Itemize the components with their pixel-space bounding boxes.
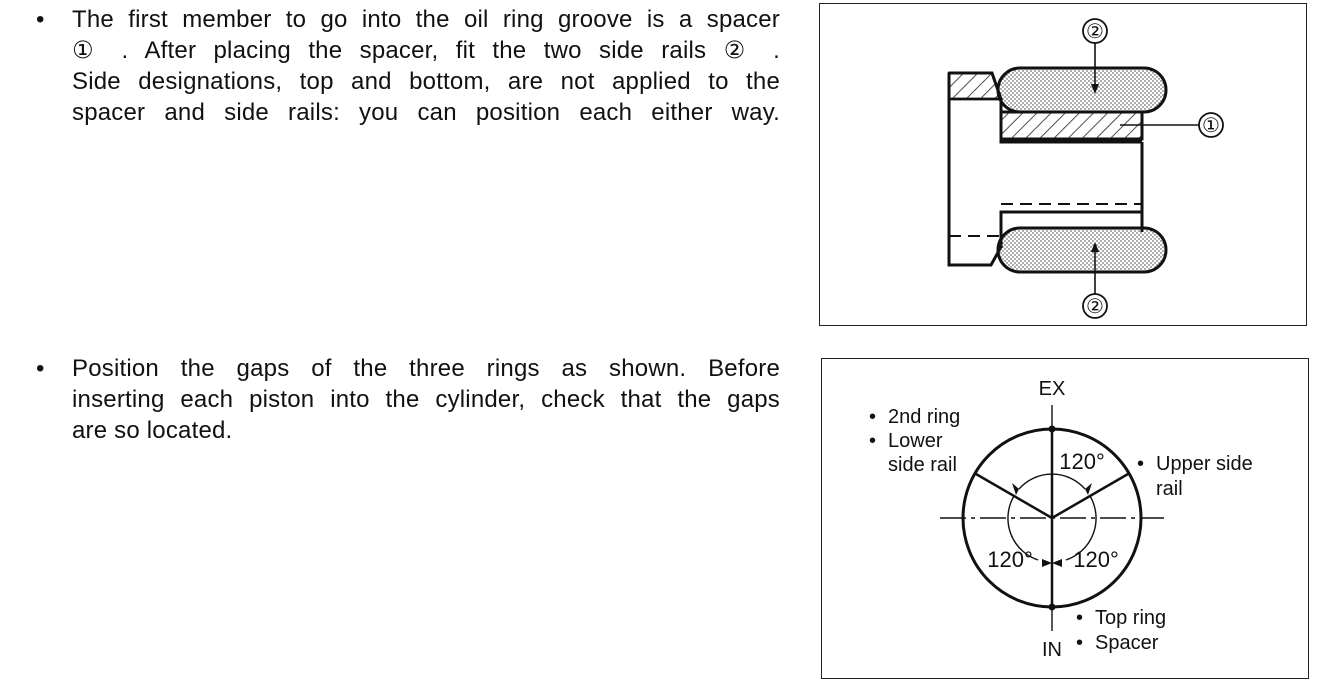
bullet: •: [869, 406, 877, 428]
ring-gap-diagram: [822, 359, 1307, 677]
instruction-paragraph-2: [36, 353, 780, 446]
callout-number: ②: [1086, 21, 1104, 43]
paragraph-line: spacer and side rails: you can position each either way.: [72, 99, 780, 126]
label-upper-side: Upper side: [1156, 453, 1253, 475]
ring-groove-diagram: [820, 4, 1305, 324]
bullet: •: [36, 355, 45, 382]
bullet: •: [1137, 453, 1145, 475]
ex-label: EX: [1038, 378, 1066, 400]
label-side-rail: side rail: [888, 454, 957, 476]
label-spacer: Spacer: [1095, 632, 1159, 654]
bullet: •: [1076, 632, 1084, 654]
angle-top: 120°: [1059, 449, 1105, 474]
ring-gap-figure: [821, 358, 1309, 679]
angle-left: 120°: [987, 547, 1033, 572]
label-top-ring: Top ring: [1095, 607, 1167, 629]
paragraph-line: inserting each piston into the cylinder, check that the gaps: [72, 386, 780, 413]
label-rail: rail: [1156, 478, 1183, 500]
angle-right: 120°: [1073, 547, 1119, 572]
instruction-paragraph-1: [36, 4, 780, 128]
paragraph-line: The first member to go into the oil ring groove is a spacer: [72, 6, 780, 33]
side-rail-top: [998, 68, 1166, 112]
paragraph-line: Side designations, top and bottom, are not applied to the: [72, 68, 780, 95]
callout-number: ①: [1202, 115, 1220, 137]
ring-groove-figure: [819, 3, 1307, 326]
in-label: IN: [1042, 639, 1062, 661]
side-rail-bottom: [998, 228, 1166, 272]
bullet: •: [1076, 607, 1084, 629]
paragraph-line: Position the gaps of the three rings as shown. Before: [72, 355, 780, 382]
bullet: •: [36, 6, 45, 33]
bullet: •: [869, 430, 877, 452]
label-2nd-ring: 2nd ring: [888, 406, 961, 428]
paragraph-line: are so located.: [72, 417, 233, 444]
callout-number: ②: [1086, 296, 1104, 318]
label-lower: Lower: [888, 430, 943, 452]
paragraph-line: ① . After placing the spacer, fit the two side rails ② .: [72, 37, 780, 64]
